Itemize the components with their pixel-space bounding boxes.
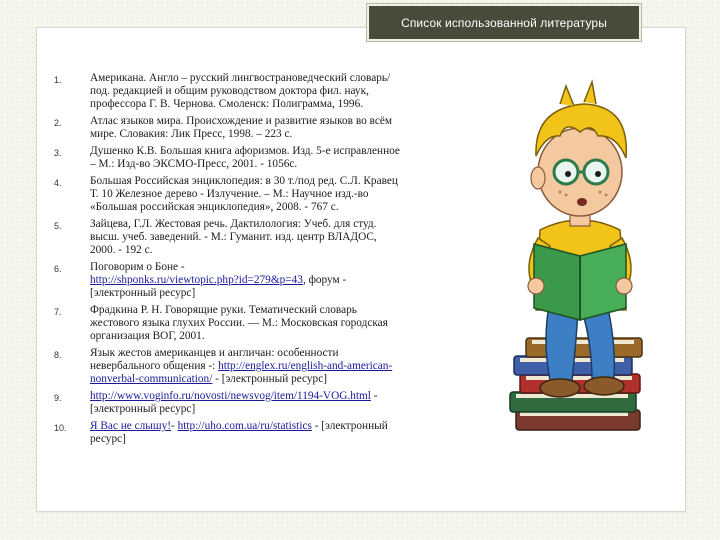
reference-link[interactable]: nonverbal-communication/ xyxy=(90,373,213,385)
reference-text: Зайцева, Г.Л. Жестовая речь. Дактилология: Учеб. для студ. xyxy=(90,218,377,230)
reference-text: невербального общения -: xyxy=(90,360,219,372)
reference-text: [электронный ресурс] xyxy=(90,287,196,299)
reference-text: ресурс] xyxy=(90,433,126,445)
reference-line xyxy=(90,201,476,214)
reference-text: Большая Российская энциклопедия: в 30 т./под ред. С.Л. Кравец xyxy=(90,175,398,187)
reference-line xyxy=(90,317,476,330)
reference-text: , форум - xyxy=(302,274,347,286)
reference-line xyxy=(90,433,476,446)
reference-text: высш. учеб. заведений. - М.: Гуманит. изд. центр ВЛАДОС, xyxy=(90,231,377,243)
reference-line xyxy=(90,231,476,244)
reference-item xyxy=(50,218,476,257)
reference-number: 5. xyxy=(54,221,62,231)
reference-number: 3. xyxy=(54,148,62,158)
reference-line xyxy=(90,145,476,158)
reference-line xyxy=(90,373,476,386)
reference-text: - [электронный ресурс] xyxy=(212,373,327,385)
reference-line xyxy=(90,85,476,98)
slide-title-text: Список использованной литературы xyxy=(401,15,607,30)
reference-item xyxy=(50,145,476,171)
reference-text: Атлас языков мира. Происхождение и развитие языков во всём xyxy=(90,115,393,127)
reference-line xyxy=(90,218,476,231)
reference-number: 7. xyxy=(54,307,62,317)
reference-text: под. редакцией и общим руководством доктора фил. наук, xyxy=(90,85,369,97)
reference-line xyxy=(90,274,476,287)
reference-item xyxy=(50,347,476,386)
reference-number: 4. xyxy=(54,178,62,188)
reference-number: 8. xyxy=(54,350,62,360)
reference-number: 9. xyxy=(54,393,62,403)
reference-link[interactable]: http://www.voginfo.ru/novosti/newsvog/item/1194-VOG.html xyxy=(90,390,371,402)
reference-link[interactable]: http://shponks.ru/viewtopic.php?id=279&p=43 xyxy=(90,274,303,286)
reference-text: Язык жестов американцев и англичан: особенности xyxy=(90,347,339,359)
reference-line xyxy=(90,175,476,188)
reference-number: 2. xyxy=(54,118,62,128)
reference-text: профессора Г. В. Чернова. Смоленск: Полиграмма, 1996. xyxy=(90,98,364,110)
reference-line xyxy=(90,98,476,111)
reference-item xyxy=(50,304,476,343)
boy-reading-on-books-illustration xyxy=(480,60,680,510)
reference-text: жестового языка глухих России. — М.: Московская городская xyxy=(90,317,388,329)
reference-line xyxy=(90,72,476,85)
reference-line xyxy=(90,304,476,317)
reference-line xyxy=(90,403,476,416)
slide-title xyxy=(367,4,641,41)
reference-line xyxy=(90,261,476,274)
reference-text: - [электронный xyxy=(311,420,388,432)
reference-line xyxy=(90,115,476,128)
reference-line xyxy=(90,390,476,403)
reference-text: организация ВОГ, 2001. xyxy=(90,330,205,342)
reference-text: мире. Словакия: Лик Пресс, 1998. – 223 с. xyxy=(90,128,293,140)
reference-line xyxy=(90,287,476,300)
reference-text: - xyxy=(370,390,378,402)
reference-item xyxy=(50,390,476,416)
reference-link[interactable]: http://uho.com.ua/ru/statistics xyxy=(177,420,312,432)
reference-line xyxy=(90,128,476,141)
reference-text: Фрадкина Р. Н. Говорящие руки. Тематический словарь xyxy=(90,304,357,316)
reference-text: Душенко К.В. Большая книга афоризмов. Изд. 5-е исправленное xyxy=(90,145,400,157)
reference-item xyxy=(50,261,476,300)
reference-item xyxy=(50,115,476,141)
reference-text: Т. 10 Железное дерево - Излучение. – М.: Научное изд.-во xyxy=(90,188,369,200)
reference-text: Поговорим о Боне - xyxy=(90,261,185,273)
reference-text: – М.: Изд-во ЭКСМО-Пресс, 2001. - 1056с. xyxy=(90,158,298,170)
reference-item xyxy=(50,175,476,214)
reference-link[interactable]: http://englex.ru/english-and-american- xyxy=(218,360,393,372)
reference-line xyxy=(90,330,476,343)
reference-line xyxy=(90,244,476,257)
reference-number: 1. xyxy=(54,75,62,85)
reference-line xyxy=(90,420,476,433)
references-list xyxy=(50,72,476,450)
reference-text: - xyxy=(170,420,178,432)
reference-line xyxy=(90,158,476,171)
reference-text: [электронный ресурс] xyxy=(90,403,196,415)
reference-item xyxy=(50,72,476,111)
reference-number: 6. xyxy=(54,264,62,274)
reference-line xyxy=(90,188,476,201)
reference-line xyxy=(90,347,476,360)
reference-number: 10. xyxy=(54,423,67,433)
reference-text: 2000. - 192 с. xyxy=(90,244,153,256)
reference-item xyxy=(50,420,476,446)
reference-text: «Большая российская энциклопедия», 2008. - 767 с. xyxy=(90,201,339,213)
reference-line xyxy=(90,360,476,373)
reference-text: Американа. Англо – русский лингвострановедческий словарь/ xyxy=(90,72,391,84)
reference-link[interactable]: Я Вас не слышу! xyxy=(90,420,171,432)
green-book xyxy=(534,244,626,320)
